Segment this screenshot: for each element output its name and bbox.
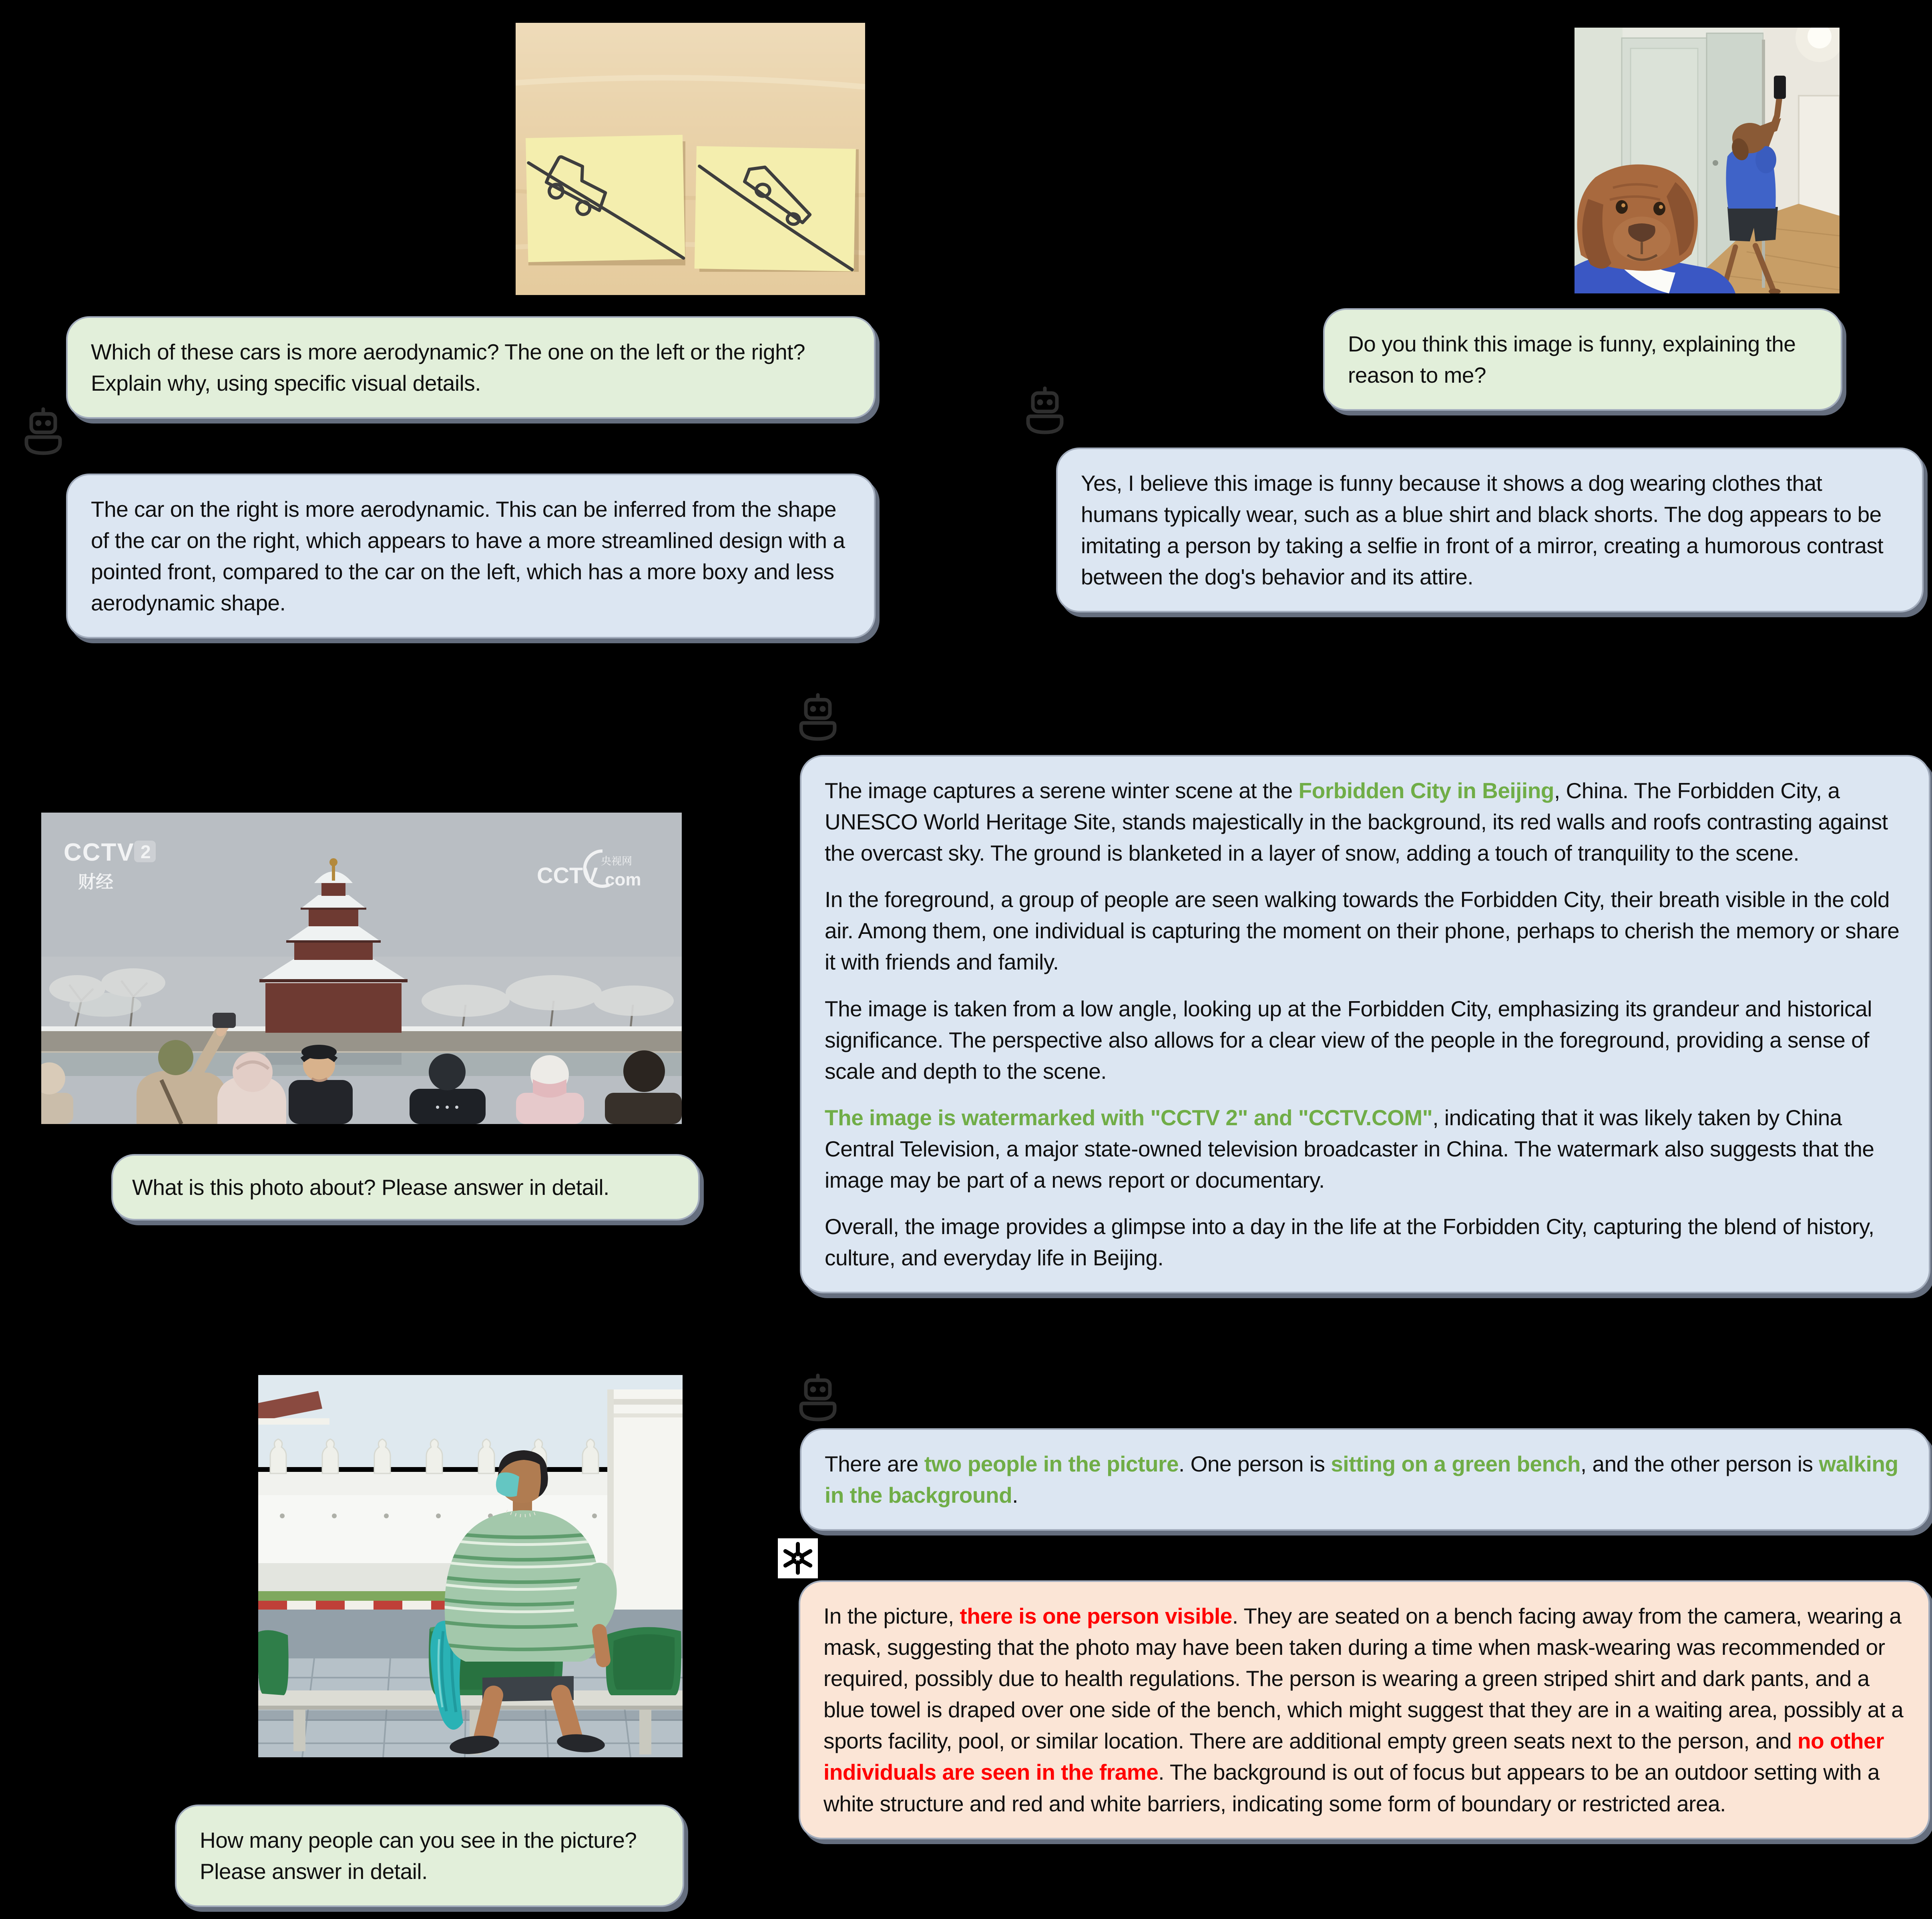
- watermark-text: 财经: [78, 872, 113, 892]
- answer-bubble-forbidden-city: [800, 755, 1930, 1293]
- photo-man-on-bench: [258, 1375, 683, 1757]
- question-text: What is this photo about? Please answer in detail.: [132, 1175, 609, 1200]
- answer-paragraph: The image is watermarked with "CCTV 2" and "CCTV.COM", indicating that it was likely taken by China Central Television, a major state-owned television broadcaster in China. The watermark also suggests that the image may be part of a news report or documentary.: [825, 1105, 1874, 1193]
- answer-paragraph: The image is taken from a low angle, looking up at the Forbidden City, emphasizing its grandeur and historical significance. The perspective also allows for a clear view of the people in the foreground, providing a sense of scale and depth to the scene.: [825, 996, 1872, 1084]
- answer-paragraph: Yes, I believe this image is funny because it shows a dog wearing clothes that humans typically wear, such as a blue shirt and black shorts. The dog appears to be imitating a person by taking a selfie in front of a mirror, creating a humorous contrast between the dog's behavior and its attire.: [1081, 471, 1884, 590]
- question-text: Which of these cars is more aerodynamic? The one on the left or the right? Explain why, using specific visual details.: [91, 339, 805, 396]
- answer-bubble-funny: [1056, 448, 1924, 612]
- photo-dog-selfie: [1575, 28, 1840, 293]
- openai-logo-icon: [778, 1538, 818, 1578]
- watermark-text: CCTV: [537, 863, 598, 888]
- answer-paragraph: There are two people in the picture. One person is sitting on a green bench, and the other person is walking in the background.: [825, 1451, 1898, 1508]
- robot-icon: [798, 1371, 838, 1422]
- answer-bubble-llava-count: [800, 1428, 1930, 1531]
- question-bubble-aerodynamic: [66, 316, 876, 419]
- answer-paragraph: In the picture, there is one person visible. They are seated on a bench facing away from the camera, wearing a mask, suggesting that the photo may have been taken during a time when mask-wearing was recommended or required, possibly due to health regulations. The person is wearing a green striped shirt and dark pants, and a blue towel is draped over one side of the bench, which might suggest that they are in a waiting area, possibly at a sports facility, pool, or similar location. There are additional empty green seats next to the person, and no other individuals are seen in the frame. The background is out of focus but appears to be an outdoor setting with a white structure and red and white barriers, indicating some form of boundary or restricted area.: [823, 1604, 1904, 1816]
- sticky-note-left: [526, 135, 685, 265]
- answer-bubble-aerodynamic: [66, 474, 876, 638]
- photo-sticky-note-cars: [516, 23, 865, 295]
- answer-paragraph: Overall, the image provides a glimpse into a day in the life at the Forbidden City, capturing the blend of history, culture, and everyday life in Beijing.: [825, 1214, 1874, 1271]
- watermark-text: com: [605, 870, 641, 889]
- answer-paragraph: The car on the right is more aerodynamic. This can be inferred from the shape of the car on the right, which appears to have a more streamlined design with a pointed front, compared to the car on the left, which has a more boxy and less aerodynamic shape.: [91, 497, 845, 616]
- sticky-note-right: [695, 146, 859, 272]
- watermark-text: 央视网: [601, 855, 633, 867]
- question-bubble-photo-about: [111, 1154, 700, 1220]
- watermark-text: 2: [141, 841, 151, 862]
- question-text: How many people can you see in the picture? Please answer in detail.: [200, 1828, 637, 1884]
- robot-icon: [798, 691, 838, 741]
- watermark-text: CCTV: [64, 839, 135, 866]
- robot-icon: [1025, 384, 1065, 435]
- question-bubble-how-many-people: [175, 1805, 684, 1907]
- question-bubble-funny: [1323, 308, 1842, 411]
- answer-paragraph: In the foreground, a group of people are seen walking towards the Forbidden City, their breath visible in the cold air. Among them, one individual is capturing the moment on their phone, perhaps to cherish the memory or share it with friends and family.: [825, 887, 1900, 975]
- answer-bubble-gpt4v-count: [799, 1580, 1930, 1839]
- answer-paragraph: The image captures a serene winter scene at the Forbidden City in Beijing, China. The Forbidden City, a UNESCO World Heritage Site, stands majestically in the background, its red walls and roofs contrasting against the overcast sky. The ground is blanketed in a layer of snow, adding a touch of tranquility to the scene.: [825, 778, 1888, 866]
- robot-icon: [23, 405, 63, 456]
- photo-forbidden-city-broadcast: [41, 813, 682, 1124]
- question-text: Do you think this image is funny, explaining the reason to me?: [1348, 331, 1796, 388]
